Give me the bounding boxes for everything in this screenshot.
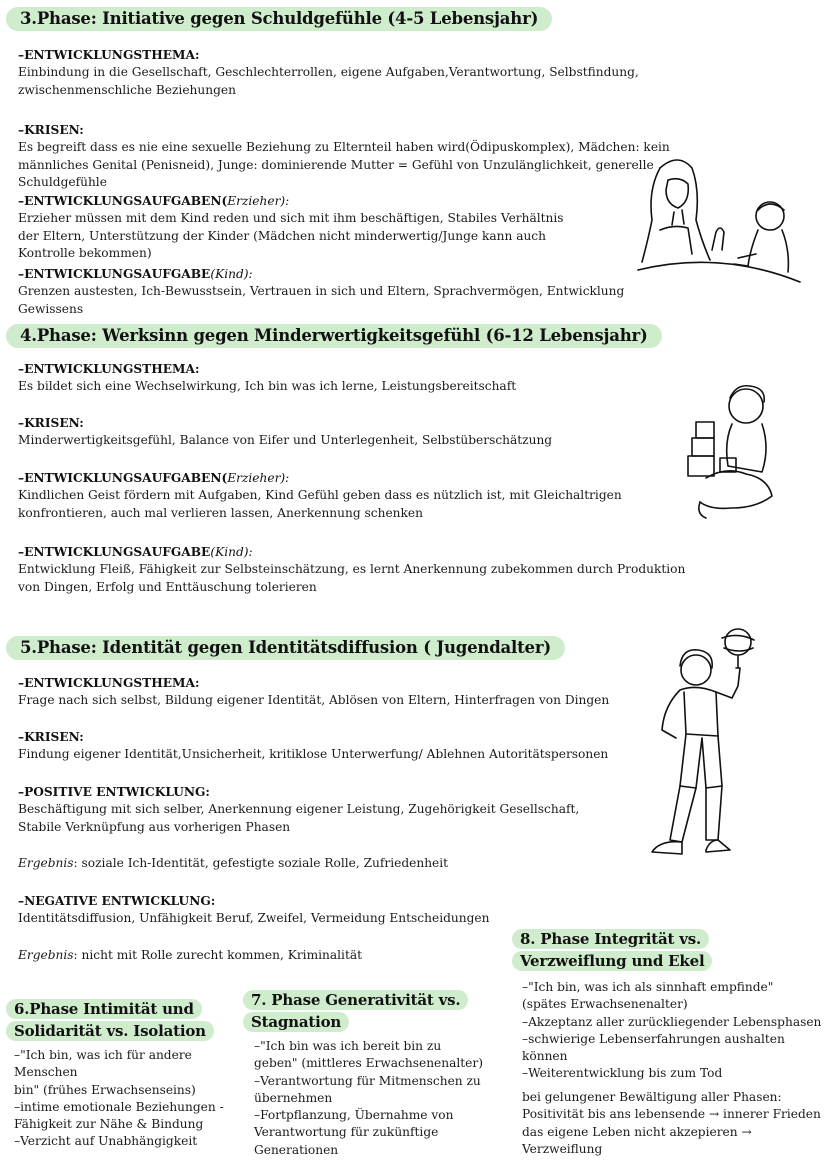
phase5-negative-ergebnis: Ergebnis: nicht mit Rolle zurecht kommen, Kriminalität — [18, 948, 363, 962]
summary-line: bei gelungener Bewältigung aller Phasen: — [522, 1090, 782, 1104]
summary-line: das eigene Leben nicht akzepieren → Verzweiflung — [522, 1124, 752, 1156]
phase5-positive-ergebnis: Ergebnis: soziale Ich-Identität, gefestigte soziale Rolle, Zufriedenheit — [18, 856, 449, 870]
phase8-line: –Akzeptanz aller zurückliegender Lebensphasen — [522, 1014, 822, 1029]
phase6-lines — [14, 1047, 246, 1151]
phase6-line: Fähigkeit zur Nähe & Bindung — [14, 1117, 204, 1132]
phase7-lines — [254, 1038, 514, 1159]
phase7-line: geben" (mittleres Erwachsenenalter) — [254, 1056, 483, 1071]
summary-line: Positivität bis ans lebensende → innerer Frieden — [522, 1107, 821, 1122]
phase8-line: –Weiterentwicklung bis zum Tod — [522, 1066, 723, 1081]
phase3-heading: 3.Phase: Initiative gegen Schuldgefühle (4-5 Lebensjahr) — [6, 7, 552, 31]
phase3-thema: –ENTWICKLUNGSTHEMA: Einbindung in die Gesellschaft, Geschlechterrollen, eigene Aufgaben,Verantwortung, Selbstfindung, zwischenmenschliche Beziehungen — [18, 48, 639, 97]
phase3-aufgabe-kind: –ENTWICKLUNGSAUFGABE(Kind): Grenzen austesten, Ich-Bewusstsein, Vertrauen in sich und Eltern, Sprachvermögen, Entwicklung Gewissens — [18, 267, 625, 316]
phase3-aufgaben-erzieher: –ENTWICKLUNGSAUFGABEN(Erzieher): Erzieher müssen mit dem Kind reden und sich mit ihm beschäftigen, Stabiles Verhältnis der Eltern, Unterstützung der Kinder (Mädchen nicht minderwertig/Junge kann auch Kontrolle bekommen) — [18, 194, 564, 260]
phase8-lines — [522, 979, 822, 1083]
phase6-line: –intime emotionale Beziehungen - — [14, 1099, 224, 1114]
phase8-heading: 8. Phase Integrität vs. Verzweiflung und Ekel — [512, 929, 712, 971]
phase4-aufgaben-erzieher: –ENTWICKLUNGSAUFGABEN(Erzieher): Kindlichen Geist fördern mit Aufgaben, Kind Gefühl geben dass es nützlich ist, mit Gleichaltrigen konfrontieren, auch mal verlieren lassen, Anerkennung schenken — [18, 471, 622, 520]
phase5-krisen: –KRISEN: Findung eigener Identität,Unsicherheit, kritiklose Unterwerfung/ Ablehnen Autoritätspersonen — [18, 730, 609, 761]
phase6-heading: 6.Phase Intimität und Solidarität vs. Isolation — [6, 999, 214, 1041]
phase6-line: bin" (frühes Erwachsenseins) — [14, 1082, 196, 1097]
phase8-line: –schwierige Lebenserfahrungen aushalten können — [522, 1031, 785, 1064]
phase8-summary — [522, 1089, 822, 1158]
phase5-positive: –POSITIVE ENTWICKLUNG: Beschäftigung mit sich selber, Anerkennung eigener Leistung, Zugehörigkeit Gesellschaft, Stabile Verknüpfung aus vorherigen Phasen — [18, 785, 580, 834]
phase5-negative: –NEGATIVE ENTWICKLUNG: Identitätsdiffusion, Unfähigkeit Beruf, Zweifel, Vermeidung Entscheidungen — [18, 894, 490, 925]
phase5-heading: 5.Phase: Identität gegen Identitätsdiffusion ( Jugendalter) — [6, 636, 565, 660]
phase7-line: –"Ich bin was ich bereit bin zu — [254, 1039, 442, 1053]
phase6-line: –"Ich bin, was ich für andere Menschen — [14, 1048, 192, 1080]
phase7-heading: 7. Phase Generativität vs. Stagnation — [243, 990, 468, 1032]
phase4-aufgabe-kind: –ENTWICKLUNGSAUFGABE(Kind): Entwicklung Fleiß, Fähigkeit zur Selbsteinschätzung, es lernt Anerkennung zubekommen durch Produktion von Dingen, Erfolg und Enttäuschung tolerieren — [18, 545, 686, 594]
phase5-thema: –ENTWICKLUNGSTHEMA: Frage nach sich selbst, Bildung eigener Identität, Ablösen von Eltern, Hinterfragen von Dingen — [18, 676, 610, 707]
phase4-krisen: –KRISEN: Minderwertigkeitsgefühl, Balance von Eifer und Unterlegenheit, Selbstüberschätzung — [18, 416, 553, 447]
phase8-line: –"Ich bin, was ich als sinnhaft empfinde" — [522, 980, 774, 994]
phase4-thema: –ENTWICKLUNGSTHEMA: Es bildet sich eine Wechselwirkung, Ich bin was ich lerne, Leistungsbereitschaft — [18, 362, 517, 393]
mother-child-illustration — [630, 150, 820, 290]
phase7-line: –Fortpflanzung, Übernahme von — [254, 1108, 454, 1123]
phase3-krisen: –KRISEN: Es begreift dass es nie eine sexuelle Beziehung zu Elternteil haben wird(Ödipuskomplex), Mädchen: kein männliches Genital (Penisneid), Junge: dominierende Mutter = Gefühl von Unzulänglichkeit, generelle Schuldgefühle — [18, 123, 670, 189]
phase7-line: Verantwortung für zukünftige Generationen — [254, 1125, 439, 1157]
phase7-line: –Verantwortung für Mitmenschen zu — [254, 1073, 481, 1088]
phase4-heading: 4.Phase: Werksinn gegen Minderwertigkeitsgefühl (6-12 Lebensjahr) — [6, 324, 662, 348]
phase8-line: (spätes Erwachsenenalter) — [522, 997, 688, 1012]
teen-globe-illustration — [640, 626, 770, 871]
child-blocks-illustration — [676, 378, 786, 523]
phase6-line: –Verzicht auf Unabhängigkeit — [14, 1134, 198, 1149]
phase7-line: übernehmen — [254, 1090, 333, 1105]
